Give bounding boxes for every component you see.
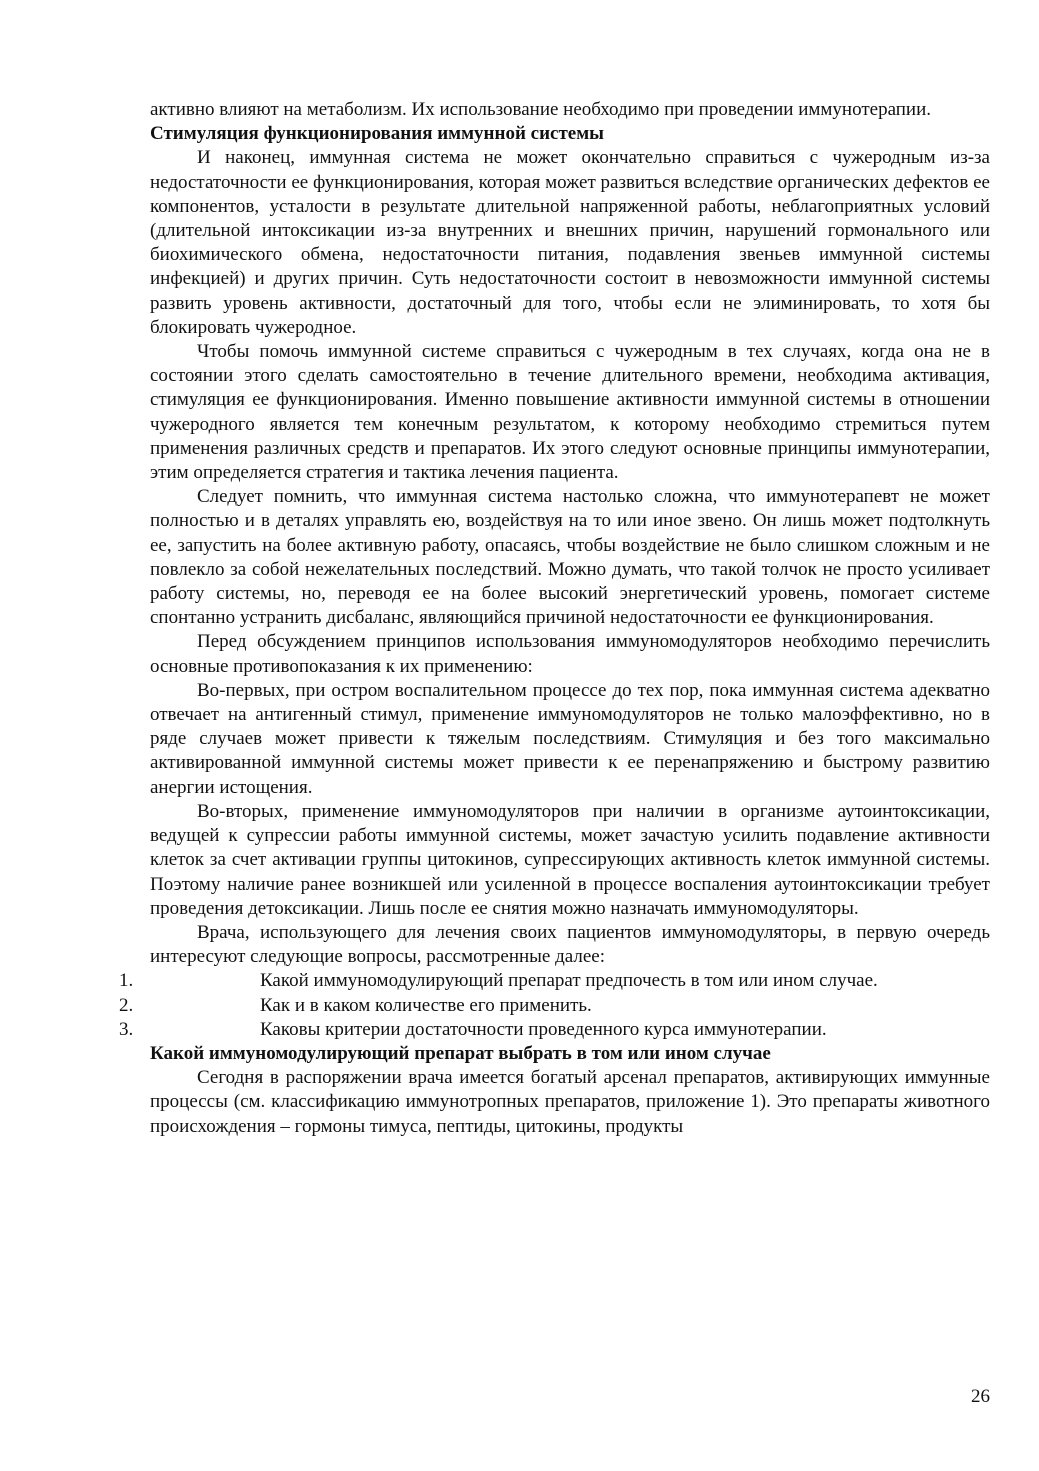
questions-list	[119, 969, 990, 1042]
list-item-number: 2.	[119, 994, 134, 1016]
list-item-text: Каковы критерии достаточности проведенного курса иммунотерапии.	[260, 1018, 827, 1040]
list-item-number: 3.	[119, 1018, 134, 1040]
section-heading-stimulation: Стимуляция функционирования иммунной системы	[150, 123, 604, 145]
section-heading-choice: Какой иммуномодулирующий препарат выбрать в том или ином случае	[150, 1042, 771, 1064]
list-item-number: 1.	[119, 970, 134, 992]
paragraph: Сегодня в распоряжении врача имеется богатый арсенал препаратов, активирующих иммунные процессы (см. классификацию иммунотропных препаратов, приложение 1). Это препараты животного происхождения – гормоны тимуса, пептиды, цитокины, продукты	[150, 1067, 990, 1137]
list-item	[119, 994, 990, 1018]
paragraph: Чтобы помочь иммунной системе справиться с чужеродным в тех случаях, когда она не в состоянии этого сделать самостоятельно в течение длительного времени, необходима активация, стимуляция ее функционирования. Именно повышение активности иммунной системы в отношении чужеродного является тем конечным результатом, к которому необходимо стремиться путем применения различных средств и препаратов. Их этого следуют основные принципы иммунотерапии, этим определяется стратегия и тактика лечения пациента.	[150, 341, 990, 484]
list-item-text: Как и в каком количестве его применить.	[260, 994, 592, 1016]
paragraph: Во-первых, при остром воспалительном процессе до тех пор, пока иммунная система адекватно отвечает на антигенный стимул, применение иммуномодуляторов не только малоэффективно, но в ряде случаев может привести к тяжелым последствиям. Стимуляция и без того максимально активированной иммунной системы может привести к ее перенапряжению и быстрому развитию анергии истощения.	[150, 679, 990, 798]
paragraph: И наконец, иммунная система не может окончательно справиться с чужеродным из-за недостаточности ее функционирования, которая может развиться вследствие органических дефектов ее компонентов, усталости в результате длительной напряженной работы, неблагоприятных условий (длительной интоксикации из-за внутренних и внешних причин, нарушений гормонального или биохимического обмена, недостаточности питания, подавления звеньев иммунной системы инфекцией) и других причин. Суть недостаточности состоит в невозможности иммунной системы развить уровень активности, достаточный для того, чтобы если не элиминировать, то хотя бы блокировать чужеродное.	[150, 147, 990, 338]
paragraph-continuation: активно влияют на метаболизм. Их использование необходимо при проведении иммунотерапии.	[150, 99, 932, 120]
list-item-text: Какой иммуномодулирующий препарат предпочесть в том или ином случае.	[260, 970, 878, 992]
paragraph: Во-вторых, применение иммуномодуляторов при наличии в организме аутоинтоксикации, ведущей к супрессии работы иммунной системы, может зачастую усилить подавление активности клеток за счет активации группы цитокинов, супрессирующих активность клеток иммунной системы. Поэтому наличие ранее возникшей или усиленной в процессе воспаления аутоинтоксикации требует проведения детоксикации. Лишь после ее снятия можно назначать иммуномодуляторы.	[150, 800, 990, 919]
list-item	[119, 969, 990, 993]
paragraph: Следует помнить, что иммунная система настолько сложна, что иммунотерапевт не может полностью и в деталях управлять ею, воздействуя на то или иное звено. Он лишь может подтолкнуть ее, запустить на более активную работу, опасаясь, чтобы воздействие не было слишком сложным и не повлекло за собой нежелательных последствий. Можно думать, что такой толчок не просто усиливает работу системы, но, переводя ее на более высокий энергетический уровень, помогает системе спонтанно устранить дисбаланс, являющийся причиной недостаточности ее функционирования.	[150, 486, 990, 629]
list-item	[119, 1018, 990, 1042]
page-number: 26	[971, 1386, 990, 1407]
paragraph: Перед обсуждением принципов использования иммуномодуляторов необходимо перечислить основные противопоказания к их применению:	[150, 631, 990, 677]
paragraph: Врача, использующего для лечения своих пациентов иммуномодуляторы, в первую очередь интересуют следующие вопросы, рассмотренные далее:	[150, 921, 990, 968]
document-page	[119, 98, 990, 1139]
